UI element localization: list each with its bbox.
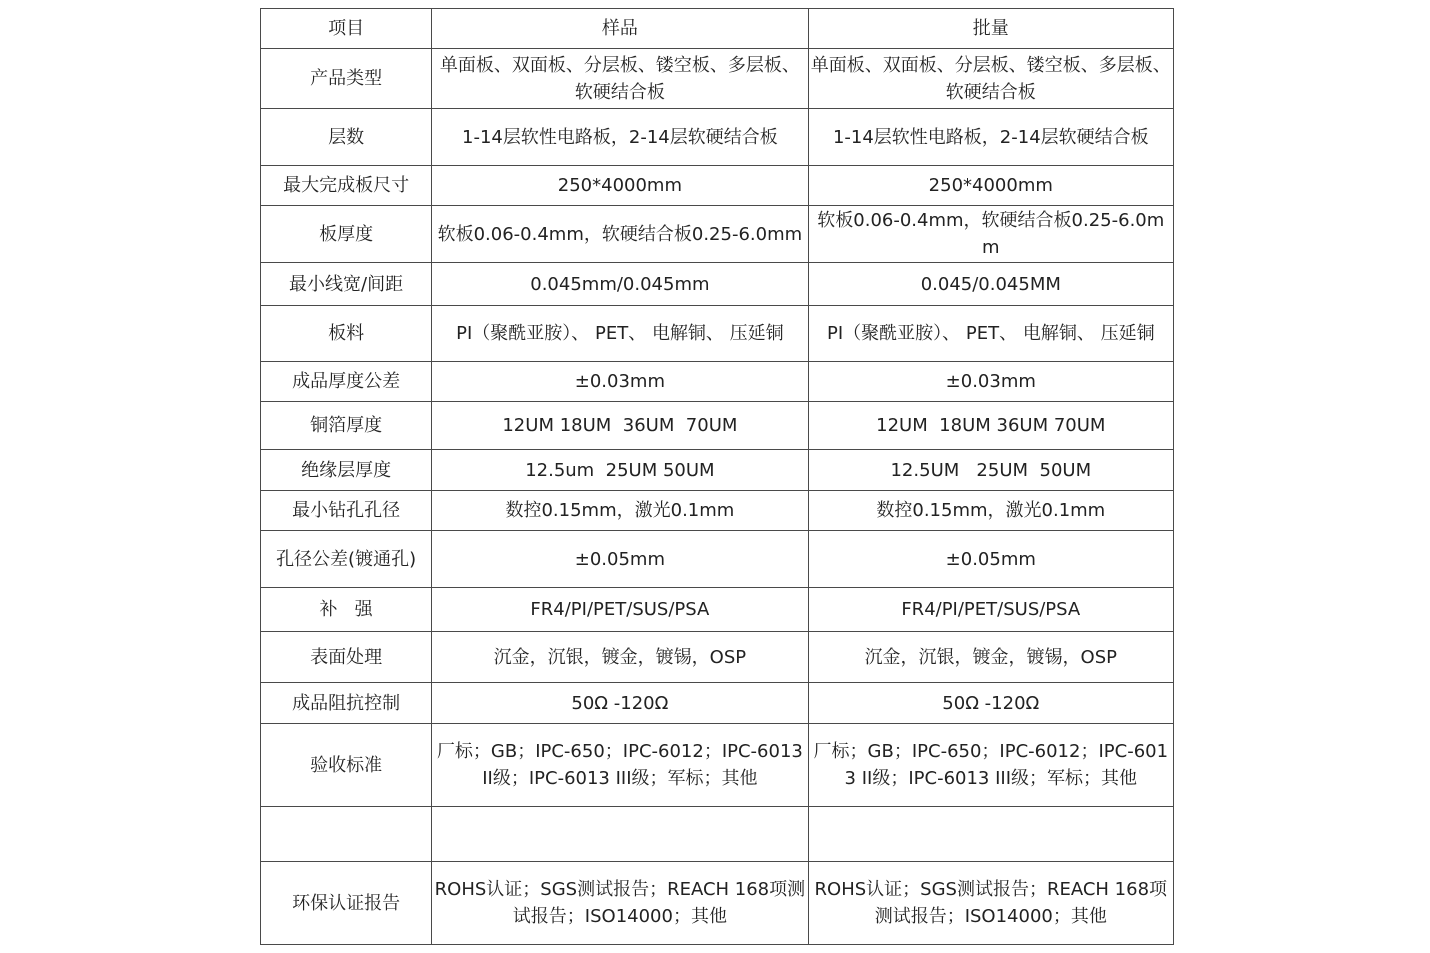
row-label (261, 807, 432, 862)
batch-cell: ±0.05mm (808, 531, 1173, 588)
sample-cell: 数控0.15mm，激光0.1mm (432, 491, 808, 531)
sample-cell: FR4/PI/PET/SUS/PSA (432, 588, 808, 632)
batch-cell: 软板0.06-0.4mm，软硬结合板0.25-6.0mm (808, 206, 1173, 263)
table-row (261, 531, 1174, 588)
row-label: 孔径公差(镀通孔) (261, 531, 432, 588)
row-label: 层数 (261, 109, 432, 166)
row-label: 产品类型 (261, 49, 432, 109)
table-row (261, 166, 1174, 206)
row-label: 最大完成板尺寸 (261, 166, 432, 206)
header-row (261, 9, 1174, 49)
table-row (261, 402, 1174, 450)
row-label: 补 强 (261, 588, 432, 632)
row-label: 铜箔厚度 (261, 402, 432, 450)
sample-cell: 250*4000mm (432, 166, 808, 206)
row-label: 板料 (261, 306, 432, 362)
sample-cell: 软板0.06-0.4mm，软硬结合板0.25-6.0mm (432, 206, 808, 263)
sample-cell: ±0.05mm (432, 531, 808, 588)
batch-cell: 单面板、双面板、分层板、镂空板、多层板、软硬结合板 (808, 49, 1173, 109)
sample-cell: 厂标；GB；IPC-650；IPC-6012；IPC-6013 II级；IPC-6013 III级；军标；其他 (432, 724, 808, 807)
row-label: 验收标准 (261, 724, 432, 807)
sample-cell: PI（聚酰亚胺）、 PET、 电解铜、 压延铜 (432, 306, 808, 362)
batch-cell: 50Ω -120Ω (808, 683, 1173, 724)
table-row (261, 491, 1174, 531)
sample-cell: 1-14层软性电路板，2-14层软硬结合板 (432, 109, 808, 166)
sample-cell: 50Ω -120Ω (432, 683, 808, 724)
sample-cell: 沉金，沉银，镀金，镀锡，OSP (432, 632, 808, 683)
table-row (261, 632, 1174, 683)
table-row (261, 683, 1174, 724)
table-row (261, 49, 1174, 109)
batch-cell: ROHS认证；SGS测试报告；REACH 168项测试报告；ISO14000；其他 (808, 862, 1173, 945)
table-row (261, 588, 1174, 632)
batch-cell: 1-14层软性电路板，2-14层软硬结合板 (808, 109, 1173, 166)
sample-cell: 0.045mm/0.045mm (432, 263, 808, 306)
sample-cell: 单面板、双面板、分层板、镂空板、多层板、软硬结合板 (432, 49, 808, 109)
batch-cell: 厂标；GB；IPC-650；IPC-6012；IPC-6013 II级；IPC-6013 III级；军标；其他 (808, 724, 1173, 807)
table-row (261, 362, 1174, 402)
batch-cell: FR4/PI/PET/SUS/PSA (808, 588, 1173, 632)
table-row (261, 206, 1174, 263)
row-label: 表面处理 (261, 632, 432, 683)
row-label: 最小线宽/间距 (261, 263, 432, 306)
sample-cell: 12.5um 25UM 50UM (432, 450, 808, 491)
row-label: 成品阻抗控制 (261, 683, 432, 724)
spec-table (260, 8, 1174, 945)
batch-cell: 12.5UM 25UM 50UM (808, 450, 1173, 491)
row-label: 绝缘层厚度 (261, 450, 432, 491)
sample-cell (432, 807, 808, 862)
row-label: 板厚度 (261, 206, 432, 263)
table-row (261, 109, 1174, 166)
batch-cell: PI（聚酰亚胺）、 PET、 电解铜、 压延铜 (808, 306, 1173, 362)
sample-cell: ROHS认证；SGS测试报告；REACH 168项测试报告；ISO14000；其他 (432, 862, 808, 945)
sample-cell: 12UM 18UM 36UM 70UM (432, 402, 808, 450)
table-row (261, 862, 1174, 945)
batch-cell: 12UM 18UM 36UM 70UM (808, 402, 1173, 450)
row-label: 环保认证报告 (261, 862, 432, 945)
table-row (261, 263, 1174, 306)
table-row (261, 450, 1174, 491)
batch-cell: ±0.03mm (808, 362, 1173, 402)
batch-cell: 0.045/0.045MM (808, 263, 1173, 306)
table-row (261, 807, 1174, 862)
batch-cell (808, 807, 1173, 862)
row-label: 最小钻孔孔径 (261, 491, 432, 531)
header-item: 项目 (261, 9, 432, 49)
header-batch: 批量 (808, 9, 1173, 49)
row-label: 成品厚度公差 (261, 362, 432, 402)
batch-cell: 数控0.15mm，激光0.1mm (808, 491, 1173, 531)
sample-cell: ±0.03mm (432, 362, 808, 402)
table-row (261, 724, 1174, 807)
table-row (261, 306, 1174, 362)
batch-cell: 250*4000mm (808, 166, 1173, 206)
batch-cell: 沉金，沉银，镀金，镀锡，OSP (808, 632, 1173, 683)
header-sample: 样品 (432, 9, 808, 49)
